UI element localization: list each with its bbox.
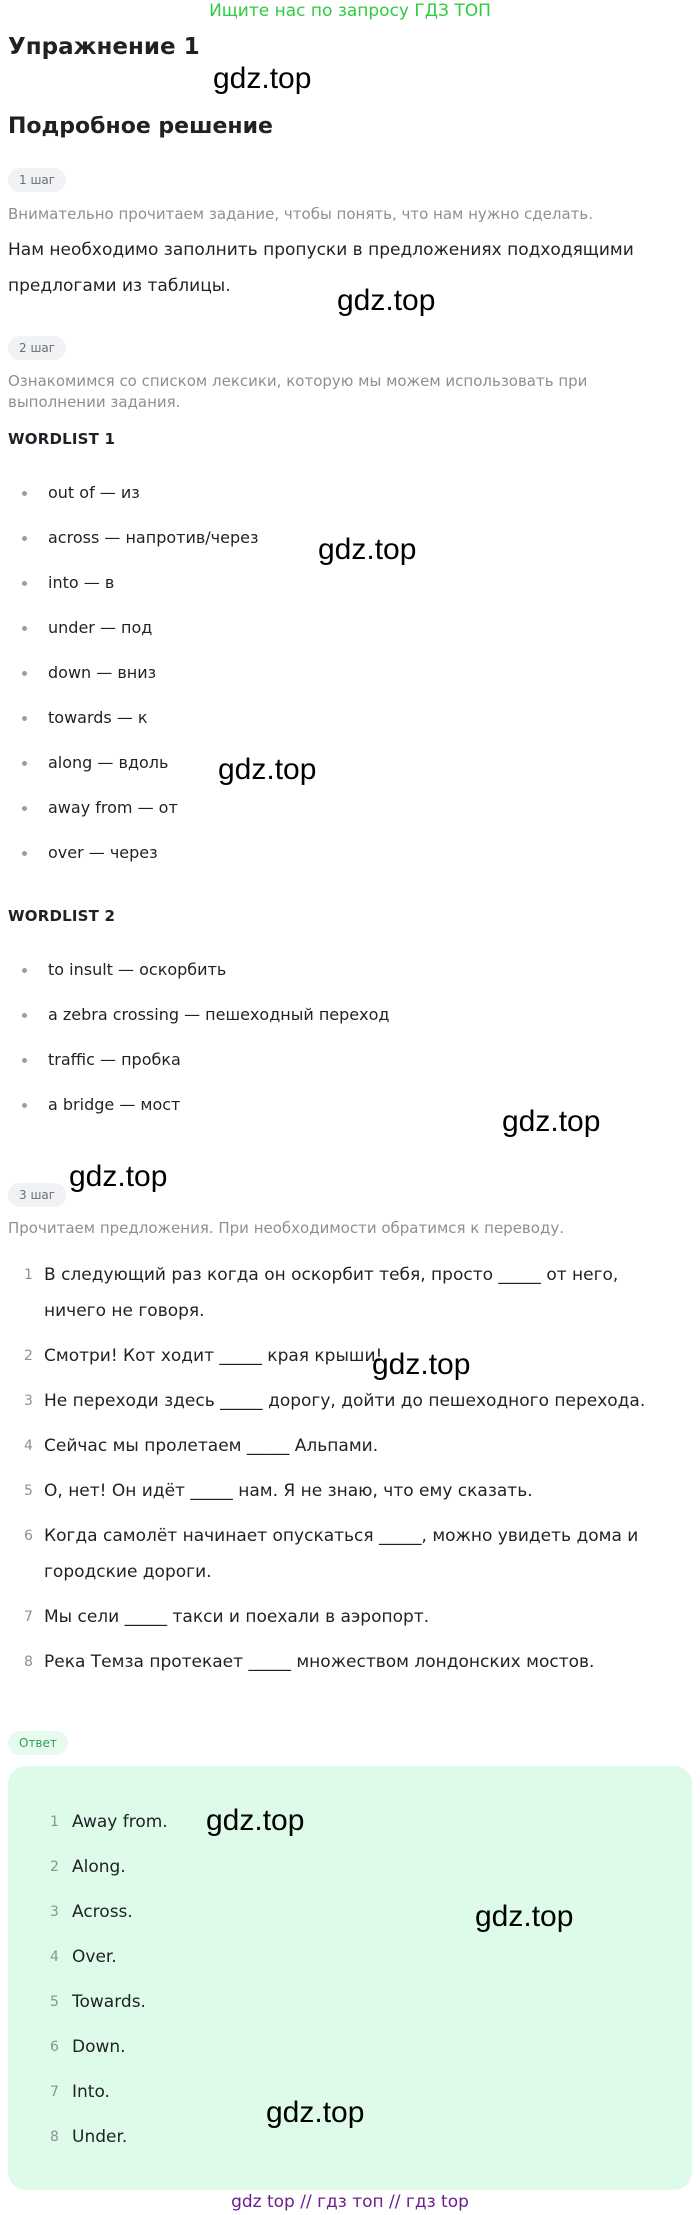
exercise-title: Упражнение 1 bbox=[8, 34, 200, 60]
answer-number: 7 bbox=[50, 2084, 59, 2100]
bullet-icon bbox=[22, 716, 27, 721]
list-item-text: over — через bbox=[48, 843, 158, 862]
answer-text: Into. bbox=[72, 2082, 110, 2102]
list-item-text: towards — к bbox=[48, 708, 148, 727]
sentence-number: 7 bbox=[24, 1609, 33, 1625]
sentence-number: 2 bbox=[24, 1348, 33, 1364]
step-note: Ознакомимся со списком лексики, которую мы можем использовать при выполнении задания. bbox=[8, 372, 588, 411]
sentence-number: 4 bbox=[24, 1438, 33, 1454]
answer-number: 1 bbox=[50, 1814, 59, 1830]
sentence-text: Смотри! Кот ходит _____ края крыши! bbox=[44, 1346, 383, 1366]
bullet-icon bbox=[22, 626, 27, 631]
watermark: gdz.top bbox=[213, 62, 312, 95]
watermark: gdz.top bbox=[206, 1804, 305, 1837]
answer-number: 5 bbox=[50, 1994, 59, 2010]
watermark: gdz.top bbox=[502, 1105, 601, 1138]
answer-number: 8 bbox=[50, 2129, 59, 2145]
answer-badge: Ответ bbox=[8, 1731, 68, 1755]
sentence-text: Река Темза протекает _____ множеством лондонских мостов. bbox=[44, 1652, 595, 1672]
step-badge: 2 шаг bbox=[8, 336, 66, 360]
answer-text: Away from. bbox=[72, 1812, 168, 1832]
list-item-text: across — напротив/через bbox=[48, 528, 259, 547]
answer-number: 3 bbox=[50, 1904, 59, 1920]
answer-text: Down. bbox=[72, 2037, 126, 2057]
bullet-icon bbox=[22, 1103, 27, 1108]
list-item-text: to insult — оскорбить bbox=[48, 960, 227, 979]
sentence-number: 5 bbox=[24, 1483, 33, 1499]
watermark: gdz.top bbox=[372, 1348, 471, 1381]
bullet-icon bbox=[22, 491, 27, 496]
solution-title: Подробное решение bbox=[8, 114, 273, 139]
bullet-icon bbox=[22, 968, 27, 973]
search-banner[interactable]: Ищите нас по запросу ГДЗ ТОП bbox=[209, 1, 491, 21]
step-badge: 1 шаг bbox=[8, 168, 66, 192]
step-note: Внимательно прочитаем задание, чтобы понять, что нам нужно сделать. bbox=[8, 205, 594, 223]
sentence-text: Когда самолёт начинает опускаться _____, можно увидеть дома и городские дороги. bbox=[44, 1526, 639, 1582]
bullet-icon bbox=[22, 761, 27, 766]
sentence-number: 1 bbox=[24, 1267, 33, 1283]
wordlist-title: WORDLIST 1 bbox=[8, 430, 116, 448]
list-item-text: a bridge — мост bbox=[48, 1095, 181, 1114]
bullet-icon bbox=[22, 1013, 27, 1018]
list-item-text: along — вдоль bbox=[48, 753, 169, 772]
answer-text: Along. bbox=[72, 1857, 126, 1877]
step-note: Прочитаем предложения. При необходимости обратимся к переводу. bbox=[8, 1219, 564, 1237]
bullet-icon bbox=[22, 671, 27, 676]
list-item-text: out of — из bbox=[48, 483, 140, 502]
footer-links[interactable]: gdz top // гдз топ // гдз top bbox=[231, 2192, 469, 2212]
sentence-text: В следующий раз когда он оскорбит тебя, просто _____ от него, ничего не говоря. bbox=[44, 1265, 619, 1321]
watermark: gdz.top bbox=[218, 753, 317, 786]
answer-number: 2 bbox=[50, 1859, 59, 1875]
step-badge: 3 шаг bbox=[8, 1183, 66, 1207]
watermark: gdz.top bbox=[337, 284, 436, 317]
list-item-text: into — в bbox=[48, 573, 115, 592]
bullet-icon bbox=[22, 581, 27, 586]
watermark: gdz.top bbox=[318, 533, 417, 566]
list-item-text: a zebra crossing — пешеходный переход bbox=[48, 1005, 390, 1024]
sentence-text: Мы сели _____ такси и поехали в аэропорт. bbox=[44, 1607, 430, 1627]
list-item-text: under — под bbox=[48, 618, 153, 637]
sentence-number: 3 bbox=[24, 1393, 33, 1409]
answer-text: Towards. bbox=[72, 1992, 146, 2012]
sentence-text: О, нет! Он идёт _____ нам. Я не знаю, что ему сказать. bbox=[44, 1481, 533, 1501]
watermark: gdz.top bbox=[475, 1900, 574, 1933]
list-item-text: down — вниз bbox=[48, 663, 157, 682]
watermark: gdz.top bbox=[266, 2096, 365, 2129]
sentence-number: 6 bbox=[24, 1528, 33, 1544]
bullet-icon bbox=[22, 851, 27, 856]
answer-text: Under. bbox=[72, 2127, 128, 2147]
bullet-icon bbox=[22, 806, 27, 811]
watermark: gdz.top bbox=[69, 1160, 168, 1193]
answer-number: 6 bbox=[50, 2039, 59, 2055]
answer-text: Across. bbox=[72, 1902, 133, 1922]
wordlist-title: WORDLIST 2 bbox=[8, 907, 116, 925]
answer-text: Over. bbox=[72, 1947, 117, 1967]
answer-number: 4 bbox=[50, 1949, 59, 1965]
list-item-text: traffic — пробка bbox=[48, 1050, 181, 1069]
sentence-number: 8 bbox=[24, 1654, 33, 1670]
bullet-icon bbox=[22, 536, 27, 541]
sentence-text: Не переходи здесь _____ дорогу, дойти до пешеходного перехода. bbox=[44, 1391, 646, 1411]
sentence-text: Сейчас мы пролетаем _____ Альпами. bbox=[44, 1436, 379, 1456]
step-text: Нам необходимо заполнить пропуски в предложениях подходящими предлогами из таблицы. bbox=[8, 240, 634, 296]
bullet-icon bbox=[22, 1058, 27, 1063]
list-item-text: away from — от bbox=[48, 798, 178, 817]
